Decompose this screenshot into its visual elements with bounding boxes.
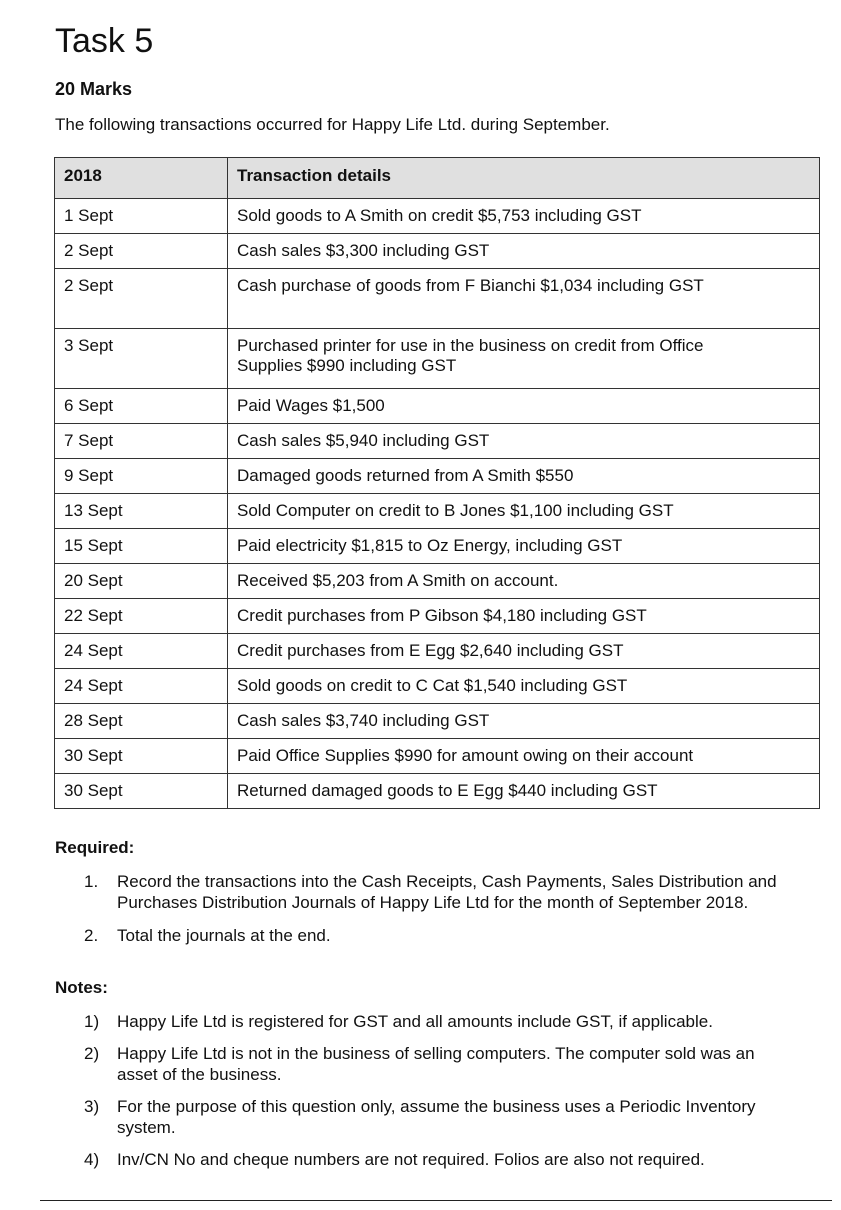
row-detail bbox=[228, 669, 820, 704]
table-row bbox=[55, 424, 820, 459]
row-detail bbox=[228, 774, 820, 809]
row-date: 15 Sept bbox=[55, 529, 228, 564]
table-row bbox=[55, 634, 820, 669]
table-row bbox=[55, 739, 820, 774]
table-row bbox=[55, 599, 820, 634]
transactions-table bbox=[54, 157, 820, 809]
row-date: 13 Sept bbox=[55, 494, 228, 529]
row-detail-text: Credit purchases from P Gibson $4,180 including GST bbox=[237, 606, 647, 625]
row-detail bbox=[228, 529, 820, 564]
row-date: 7 Sept bbox=[55, 424, 228, 459]
notes-item bbox=[84, 1096, 787, 1138]
footer-divider bbox=[40, 1200, 832, 1201]
row-detail bbox=[228, 599, 820, 634]
notes-item bbox=[84, 1011, 787, 1032]
row-detail-text: Returned damaged goods to E Egg $440 including GST bbox=[237, 781, 658, 800]
row-detail bbox=[228, 234, 820, 269]
row-detail-text: Damaged goods returned from A Smith $550 bbox=[237, 466, 574, 485]
item-number: 4) bbox=[84, 1150, 100, 1169]
table-row bbox=[55, 234, 820, 269]
item-number: 1) bbox=[84, 1012, 100, 1031]
item-number: 2. bbox=[84, 926, 99, 945]
row-detail bbox=[228, 199, 820, 234]
notes-heading: Notes: bbox=[55, 978, 108, 997]
page-title: Task 5 bbox=[55, 22, 154, 60]
table-row bbox=[55, 669, 820, 704]
row-detail-text: Received $5,203 from A Smith on account. bbox=[237, 571, 559, 590]
row-detail bbox=[228, 269, 820, 329]
row-date: 24 Sept bbox=[55, 669, 228, 704]
table-row bbox=[55, 199, 820, 234]
notes-item bbox=[84, 1043, 787, 1085]
row-detail-text: Cash sales $5,940 including GST bbox=[237, 431, 490, 450]
required-list bbox=[84, 871, 787, 958]
row-date: 2 Sept bbox=[55, 234, 228, 269]
row-detail-text: Cash sales $3,300 including GST bbox=[237, 241, 490, 260]
table-row bbox=[55, 329, 820, 389]
header-details: Transaction details bbox=[228, 158, 820, 199]
row-detail bbox=[228, 739, 820, 774]
item-number: 1. bbox=[84, 872, 99, 891]
table-row bbox=[55, 389, 820, 424]
item-text: Happy Life Ltd is not in the business of selling computers. The computer sold was an asset of the business. bbox=[117, 1044, 755, 1084]
header-year: 2018 bbox=[55, 158, 228, 199]
row-detail-text: Paid Office Supplies $990 for amount owing on their account bbox=[237, 746, 694, 765]
row-date: 2 Sept bbox=[55, 269, 228, 329]
notes-item bbox=[84, 1149, 787, 1170]
row-date: 30 Sept bbox=[55, 739, 228, 774]
notes-list bbox=[84, 1011, 787, 1181]
row-detail-text: Sold goods to A Smith on credit $5,753 including GST bbox=[237, 206, 642, 225]
row-date: 24 Sept bbox=[55, 634, 228, 669]
row-detail bbox=[228, 424, 820, 459]
row-date: 3 Sept bbox=[55, 329, 228, 389]
table-row bbox=[55, 564, 820, 599]
table-row bbox=[55, 704, 820, 739]
row-date: 1 Sept bbox=[55, 199, 228, 234]
row-date: 22 Sept bbox=[55, 599, 228, 634]
item-text: Total the journals at the end. bbox=[117, 926, 331, 945]
table-row bbox=[55, 269, 820, 329]
item-text: Happy Life Ltd is registered for GST and all amounts include GST, if applicable. bbox=[117, 1012, 713, 1031]
row-detail bbox=[228, 494, 820, 529]
row-detail bbox=[228, 634, 820, 669]
row-detail-text: Purchased printer for use in the business on credit from Office Supplies $990 including GST bbox=[237, 336, 704, 375]
item-text: Record the transactions into the Cash Receipts, Cash Payments, Sales Distribution and Purchases Distribution Journals of Happy Life Ltd for the month of September 2018. bbox=[117, 872, 777, 912]
required-item bbox=[84, 871, 787, 913]
row-detail bbox=[228, 459, 820, 494]
row-date: 9 Sept bbox=[55, 459, 228, 494]
row-date: 30 Sept bbox=[55, 774, 228, 809]
row-detail-text: Paid Wages $1,500 bbox=[237, 396, 385, 415]
row-date: 6 Sept bbox=[55, 389, 228, 424]
intro-text: The following transactions occurred for Happy Life Ltd. during September. bbox=[55, 115, 610, 134]
table-row bbox=[55, 494, 820, 529]
row-detail-text: Cash purchase of goods from F Bianchi $1,034 including GST bbox=[237, 276, 704, 295]
item-text: For the purpose of this question only, assume the business uses a Periodic Inventory system. bbox=[117, 1097, 756, 1137]
table-row bbox=[55, 459, 820, 494]
item-number: 3) bbox=[84, 1097, 100, 1116]
required-item bbox=[84, 925, 787, 946]
row-detail bbox=[228, 704, 820, 739]
row-detail-text: Sold Computer on credit to B Jones $1,100 including GST bbox=[237, 501, 674, 520]
table-row bbox=[55, 529, 820, 564]
item-number: 2) bbox=[84, 1044, 100, 1063]
row-detail bbox=[228, 389, 820, 424]
row-detail-text: Sold goods on credit to C Cat $1,540 including GST bbox=[237, 676, 628, 695]
item-text: Inv/CN No and cheque numbers are not required. Folios are also not required. bbox=[117, 1150, 705, 1169]
row-detail-text: Credit purchases from E Egg $2,640 including GST bbox=[237, 641, 624, 660]
row-detail-text: Paid electricity $1,815 to Oz Energy, including GST bbox=[237, 536, 623, 555]
row-detail bbox=[228, 564, 820, 599]
row-detail-text: Cash sales $3,740 including GST bbox=[237, 711, 490, 730]
row-date: 20 Sept bbox=[55, 564, 228, 599]
marks-label: 20 Marks bbox=[55, 79, 133, 99]
table-row bbox=[55, 774, 820, 809]
table-header-row bbox=[55, 158, 820, 199]
required-heading: Required: bbox=[55, 838, 135, 857]
row-date: 28 Sept bbox=[55, 704, 228, 739]
row-detail bbox=[228, 329, 820, 389]
